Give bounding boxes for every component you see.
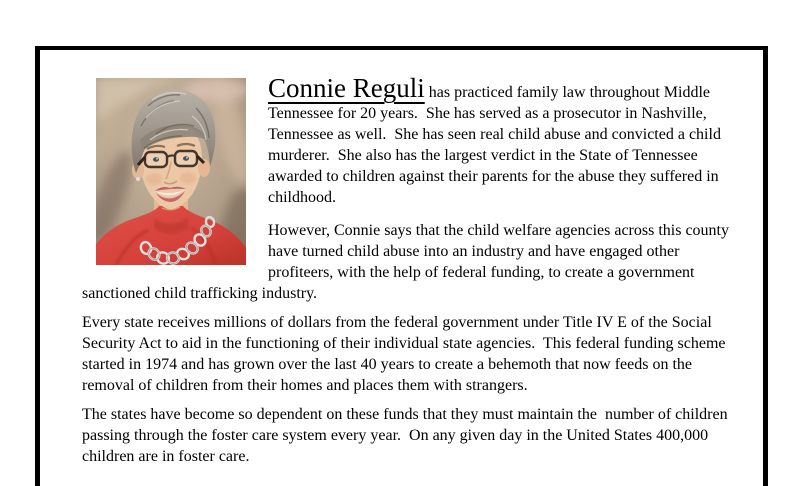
document-page bbox=[35, 46, 768, 486]
intro-text: has practiced family law throughout Middle Tennessee for 20 years. She has served as a prosecutor in Nashville, Tennessee as well. She has seen real child abuse and convicted a child murderer. She also has the largest verdict in the State of Tennessee awarded to children against their parents for the abuse they suffered in childhood. bbox=[268, 84, 725, 206]
profile-photo bbox=[96, 78, 246, 265]
portrait-illustration bbox=[96, 78, 246, 265]
paragraph-child-welfare-agencies: However, Connie says that the child welfare agencies across this county have turned child abuse into an industry and have engaged other profiteers, with the help of federal funding, to create a government sanctioned child trafficking industry. bbox=[82, 222, 733, 302]
profile-name-heading: Connie Reguli bbox=[268, 73, 425, 103]
paragraph-foster-care: The states have become so dependent on these funds that they must maintain the number of children passing through the foster care system every year. On any given day in the United States 400,000 children are in foster care. bbox=[82, 406, 732, 465]
paragraph-federal-funding: Every state receives millions of dollars from the federal government under Title IV E of the Social Security Act to aid in the functioning of their individual state agencies. This federal funding scheme started in 1974 and has grown over the last 40 years to create a behemoth that now feeds on the removal of children from their homes and places them with strangers. bbox=[82, 314, 730, 394]
document-content bbox=[40, 50, 763, 467]
